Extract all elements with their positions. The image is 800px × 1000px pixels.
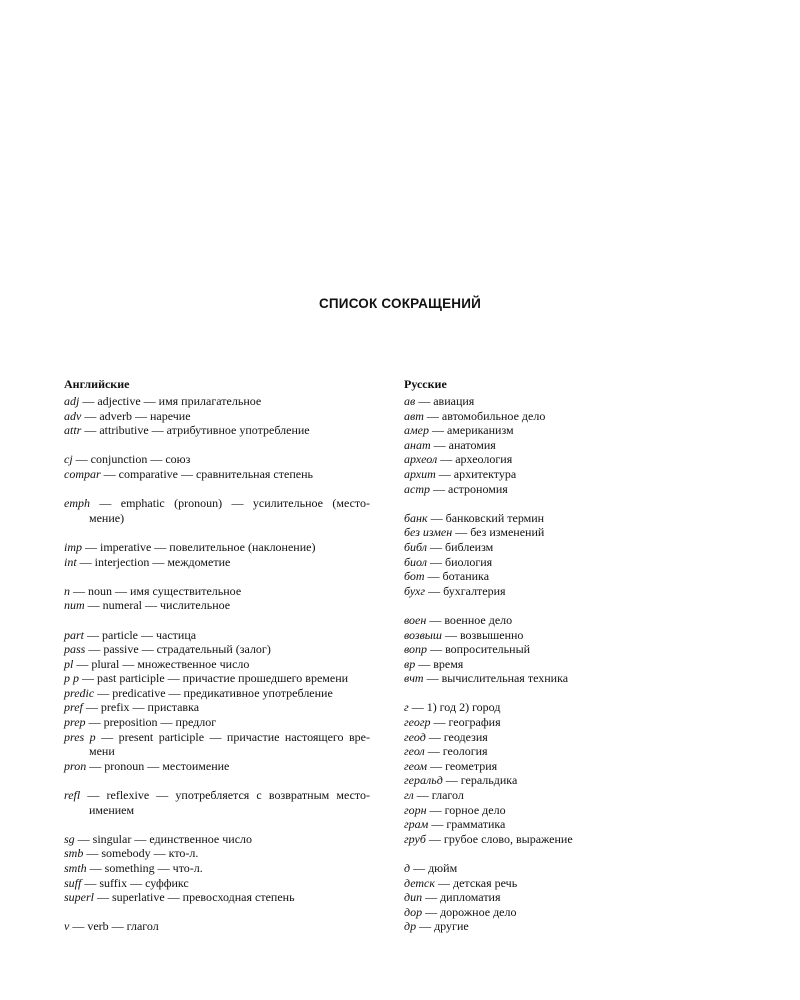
abbreviation-entry	[64, 890, 370, 905]
abbreviation-definition: — conjunction — союз	[72, 452, 191, 467]
abbreviation-term: part	[64, 627, 85, 642]
abbreviation-entry	[404, 803, 734, 818]
abbreviation-term: гл	[404, 788, 414, 803]
abbreviation-term: ав	[404, 394, 416, 408]
abbreviation-entry	[64, 715, 370, 730]
abbreviation-definition: — геология	[424, 744, 488, 759]
abbreviation-entry	[64, 628, 370, 643]
abbreviation-definition: — астрономия	[430, 481, 508, 496]
abbreviation-definition: — adjective — имя прилагательное	[79, 394, 262, 408]
abbreviation-entry	[64, 584, 370, 599]
abbreviation-term: банк	[404, 510, 428, 525]
abbreviation-entry	[64, 394, 370, 409]
abbreviation-definition: — present participle — причастие настоящего вре-	[95, 729, 370, 744]
abbreviation-term: pron	[64, 758, 87, 773]
abbreviation-definition: — глагол	[413, 788, 464, 803]
abbreviation-entry	[404, 715, 734, 730]
entry-group	[64, 394, 370, 438]
entry-group	[404, 613, 734, 686]
entry-group	[404, 861, 734, 934]
abbreviation-term: г	[404, 700, 409, 715]
abbreviation-definition: — дюйм	[410, 861, 458, 875]
abbreviation-term: археол	[404, 452, 438, 467]
abbreviation-entry	[64, 832, 370, 847]
abbreviation-entry	[404, 817, 734, 832]
abbreviation-definition: — attributive — атрибутивное употребление	[81, 423, 310, 438]
abbreviation-entry	[404, 642, 734, 657]
abbreviation-term: геод	[404, 729, 426, 744]
abbreviation-definition: — грубое слово, выражение	[425, 831, 573, 846]
abbreviation-term: без измен	[404, 525, 453, 540]
abbreviation-entry	[404, 744, 734, 759]
abbreviation-entry	[404, 671, 734, 686]
abbreviation-definition: — something — что-л.	[86, 861, 203, 875]
abbreviation-entry	[404, 657, 734, 672]
abbreviation-definition: — авиация	[415, 394, 475, 408]
abbreviation-term: горн	[404, 802, 427, 817]
abbreviation-definition: — геральдика	[442, 773, 518, 788]
abbreviation-definition-continuation: мение)	[89, 510, 125, 525]
abbreviation-definition: — suffix — суффикс	[81, 875, 189, 890]
abbreviation-term: анат	[404, 437, 431, 452]
entry-group	[64, 832, 370, 905]
abbreviation-entry	[404, 452, 734, 467]
abbreviation-definition: — военное дело	[426, 612, 513, 627]
english-heading: Английские	[64, 377, 130, 391]
abbreviation-term: амер	[404, 423, 429, 438]
abbreviation-definition: — автомобильное дело	[423, 408, 546, 423]
abbreviation-term: возвыш	[404, 627, 442, 642]
abbreviation-entry	[64, 759, 370, 774]
abbreviation-entry	[64, 540, 370, 555]
abbreviation-term: suff	[64, 875, 82, 890]
entry-group	[404, 511, 734, 599]
abbreviation-term: compar	[64, 466, 101, 481]
abbreviation-definition: — emphatic (pronoun) — усилительное (место-	[90, 496, 370, 511]
abbreviation-term: геогр	[404, 715, 431, 730]
abbreviation-definition: — adverb — наречие	[81, 408, 191, 423]
entry-group	[64, 540, 370, 569]
abbreviation-definition: — noun — имя существительное	[70, 583, 242, 598]
abbreviation-entry	[64, 555, 370, 570]
abbreviation-term: num	[64, 598, 85, 613]
abbreviation-definition: — somebody — кто-л.	[83, 846, 199, 861]
abbreviation-term: детск	[404, 875, 435, 890]
page-title: СПИСОК СОКРАЩЕНИЙ	[318, 296, 482, 311]
abbreviation-entry	[64, 700, 370, 715]
abbreviation-definition: — interjection — междометие	[76, 554, 231, 569]
abbreviation-term: геральд	[404, 773, 443, 788]
abbreviation-term: smth	[64, 861, 87, 875]
russian-heading: Русские	[404, 377, 447, 391]
abbreviation-entry	[64, 423, 370, 438]
abbreviation-entry	[404, 467, 734, 482]
abbreviation-definition: — singular — единственное число	[74, 831, 253, 846]
entry-group	[404, 700, 734, 846]
abbreviation-term: воен	[404, 612, 427, 627]
abbreviation-entry	[64, 467, 370, 482]
abbreviation-term: p p	[64, 671, 79, 686]
abbreviation-entry	[404, 569, 734, 584]
abbreviation-term: грам	[404, 817, 429, 832]
abbreviation-term: pref	[64, 700, 83, 715]
abbreviation-definition: — pronoun — местоимение	[86, 758, 230, 773]
abbreviation-term: авт	[404, 408, 424, 423]
abbreviation-term: геом	[404, 758, 428, 773]
russian-abbreviations-column	[404, 376, 734, 949]
abbreviation-term: архит	[404, 466, 436, 481]
abbreviation-definition: — particle — частица	[84, 627, 197, 642]
abbreviation-term: attr	[64, 423, 82, 438]
abbreviation-entry	[404, 876, 734, 891]
abbreviation-entry	[64, 452, 370, 467]
abbreviation-entry	[404, 511, 734, 526]
abbreviation-entry	[64, 846, 370, 861]
abbreviation-entry	[404, 540, 734, 555]
abbreviation-term: sg	[64, 831, 75, 846]
abbreviation-definition: — вопросительный	[427, 642, 531, 657]
abbreviation-term: adj	[64, 394, 80, 408]
abbreviation-entry	[64, 686, 370, 701]
abbreviation-definition: — prefix — приставка	[82, 700, 200, 715]
abbreviation-term: prep	[64, 715, 86, 730]
abbreviation-entry	[64, 861, 370, 876]
entry-group	[404, 394, 734, 496]
abbreviation-definition: — биология	[426, 554, 493, 569]
abbreviation-definition: — геодезия	[425, 729, 488, 744]
abbreviation-term: predic	[64, 685, 95, 700]
abbreviation-term: дор	[404, 904, 423, 919]
english-groups	[64, 394, 370, 934]
abbreviation-term: груб	[404, 831, 426, 846]
abbreviation-term: v	[64, 919, 70, 934]
abbreviation-definition: — imperative — повелительное (наклонение)	[82, 539, 316, 554]
entry-group	[64, 628, 370, 774]
abbreviation-term: pres p	[64, 729, 96, 744]
abbreviation-definition-continuation: мени	[89, 744, 115, 759]
abbreviation-term: астр	[404, 481, 430, 496]
abbreviation-entry	[64, 730, 370, 745]
abbreviation-term: n	[64, 583, 70, 598]
abbreviation-definition: — время	[415, 656, 464, 671]
abbreviation-term: cj	[64, 452, 73, 467]
abbreviation-entry	[64, 657, 370, 672]
abbreviation-definition: — археология	[437, 452, 513, 467]
abbreviation-term: imp	[64, 539, 82, 554]
abbreviation-entry	[404, 613, 734, 628]
abbreviation-definition: — бухгалтерия	[425, 583, 506, 598]
abbreviation-term: биол	[404, 554, 427, 569]
abbreviation-definition: — горное дело	[426, 802, 506, 817]
abbreviation-entry	[404, 525, 734, 540]
abbreviation-term: дип	[404, 890, 423, 905]
entry-group	[64, 584, 370, 613]
entry-group	[64, 788, 370, 817]
abbreviation-entry	[404, 759, 734, 774]
abbreviation-entry	[404, 905, 734, 920]
abbreviation-entry	[404, 832, 734, 847]
abbreviation-definition: — банковский термин	[427, 510, 545, 525]
abbreviation-definition: — predicative — предикативное употребление	[94, 685, 333, 700]
abbreviation-term: superl	[64, 890, 94, 905]
abbreviation-entry	[404, 919, 734, 934]
abbreviation-term: pass	[64, 642, 86, 657]
abbreviation-term: геол	[404, 744, 425, 759]
abbreviation-definition: — plural — множественное число	[73, 656, 250, 671]
abbreviation-definition: — дипломатия	[422, 890, 501, 905]
abbreviation-definition: — американизм	[428, 423, 514, 438]
abbreviation-entry	[404, 482, 734, 497]
abbreviation-definition: — геометрия	[427, 758, 498, 773]
abbreviation-entry	[404, 773, 734, 788]
abbreviation-definition: — numeral — числительное	[84, 598, 231, 613]
abbreviation-entry	[404, 628, 734, 643]
abbreviation-term: др	[404, 919, 417, 934]
abbreviation-term: emph	[64, 496, 90, 511]
abbreviation-term: бот	[404, 569, 425, 584]
abbreviation-definition: — без изменений	[452, 525, 545, 540]
abbreviation-term: int	[64, 554, 77, 569]
entry-group	[64, 919, 370, 934]
abbreviation-definition: — география	[430, 715, 501, 730]
abbreviation-definition: — superlative — превосходная степень	[94, 890, 295, 905]
abbreviation-term: вчт	[404, 671, 424, 686]
abbreviation-term: вопр	[404, 642, 428, 657]
abbreviation-definition: — past participle — причастие прошедшего времени	[79, 671, 349, 686]
abbreviation-term: вр	[404, 656, 416, 671]
abbreviation-term: smb	[64, 846, 84, 861]
abbreviation-term: adv	[64, 408, 82, 423]
abbreviation-entry	[404, 394, 734, 409]
abbreviation-definition: — библеизм	[427, 539, 494, 554]
entry-group	[64, 496, 370, 525]
abbreviation-definition: — verb — глагол	[69, 919, 159, 934]
abbreviation-definition: — архитектура	[435, 466, 517, 481]
abbreviation-definition: — comparative — сравнительная степень	[100, 466, 313, 481]
abbreviation-definition: — 1) год 2) город	[408, 700, 501, 715]
entry-group	[64, 452, 370, 481]
abbreviation-entry	[64, 642, 370, 657]
abbreviation-definition: — дорожное дело	[422, 904, 517, 919]
abbreviation-entry	[64, 598, 370, 613]
abbreviation-definition: — preposition — предлог	[85, 715, 217, 730]
abbreviation-definition-continuation: имением	[89, 802, 135, 817]
abbreviation-term: библ	[404, 539, 428, 554]
abbreviation-definition: — passive — страдательный (залог)	[85, 642, 271, 657]
abbreviation-definition: — грамматика	[428, 817, 506, 832]
abbreviation-entry	[404, 788, 734, 803]
abbreviation-entry	[404, 890, 734, 905]
abbreviation-entry	[64, 496, 370, 511]
abbreviation-entry	[64, 671, 370, 686]
abbreviation-entry	[404, 700, 734, 715]
abbreviation-term: д	[404, 861, 411, 875]
abbreviation-definition: — вычислительная техника	[423, 671, 569, 686]
abbreviation-term: refl	[64, 788, 81, 803]
abbreviation-entry	[404, 584, 734, 599]
abbreviation-entry	[64, 409, 370, 424]
abbreviation-entry	[404, 861, 734, 876]
abbreviation-entry	[404, 409, 734, 424]
abbreviation-definition: — reflexive — употребляется с возвратным место-	[80, 788, 370, 803]
russian-groups	[404, 394, 734, 934]
abbreviation-definition: — возвышенно	[441, 627, 524, 642]
abbreviation-definition: — ботаника	[424, 569, 490, 584]
abbreviation-entry	[64, 876, 370, 891]
abbreviation-definition: — детская речь	[435, 875, 518, 890]
english-abbreviations-column	[64, 376, 370, 949]
abbreviation-term: бухг	[404, 583, 426, 598]
abbreviation-entry	[404, 438, 734, 453]
abbreviation-definition: — анатомия	[430, 437, 496, 452]
abbreviation-entry	[404, 555, 734, 570]
abbreviation-term: pl	[64, 656, 74, 671]
abbreviation-entry	[64, 919, 370, 934]
abbreviation-entry	[64, 788, 370, 803]
abbreviation-entry	[404, 730, 734, 745]
abbreviation-entry	[404, 423, 734, 438]
abbreviation-definition: — другие	[416, 919, 469, 934]
